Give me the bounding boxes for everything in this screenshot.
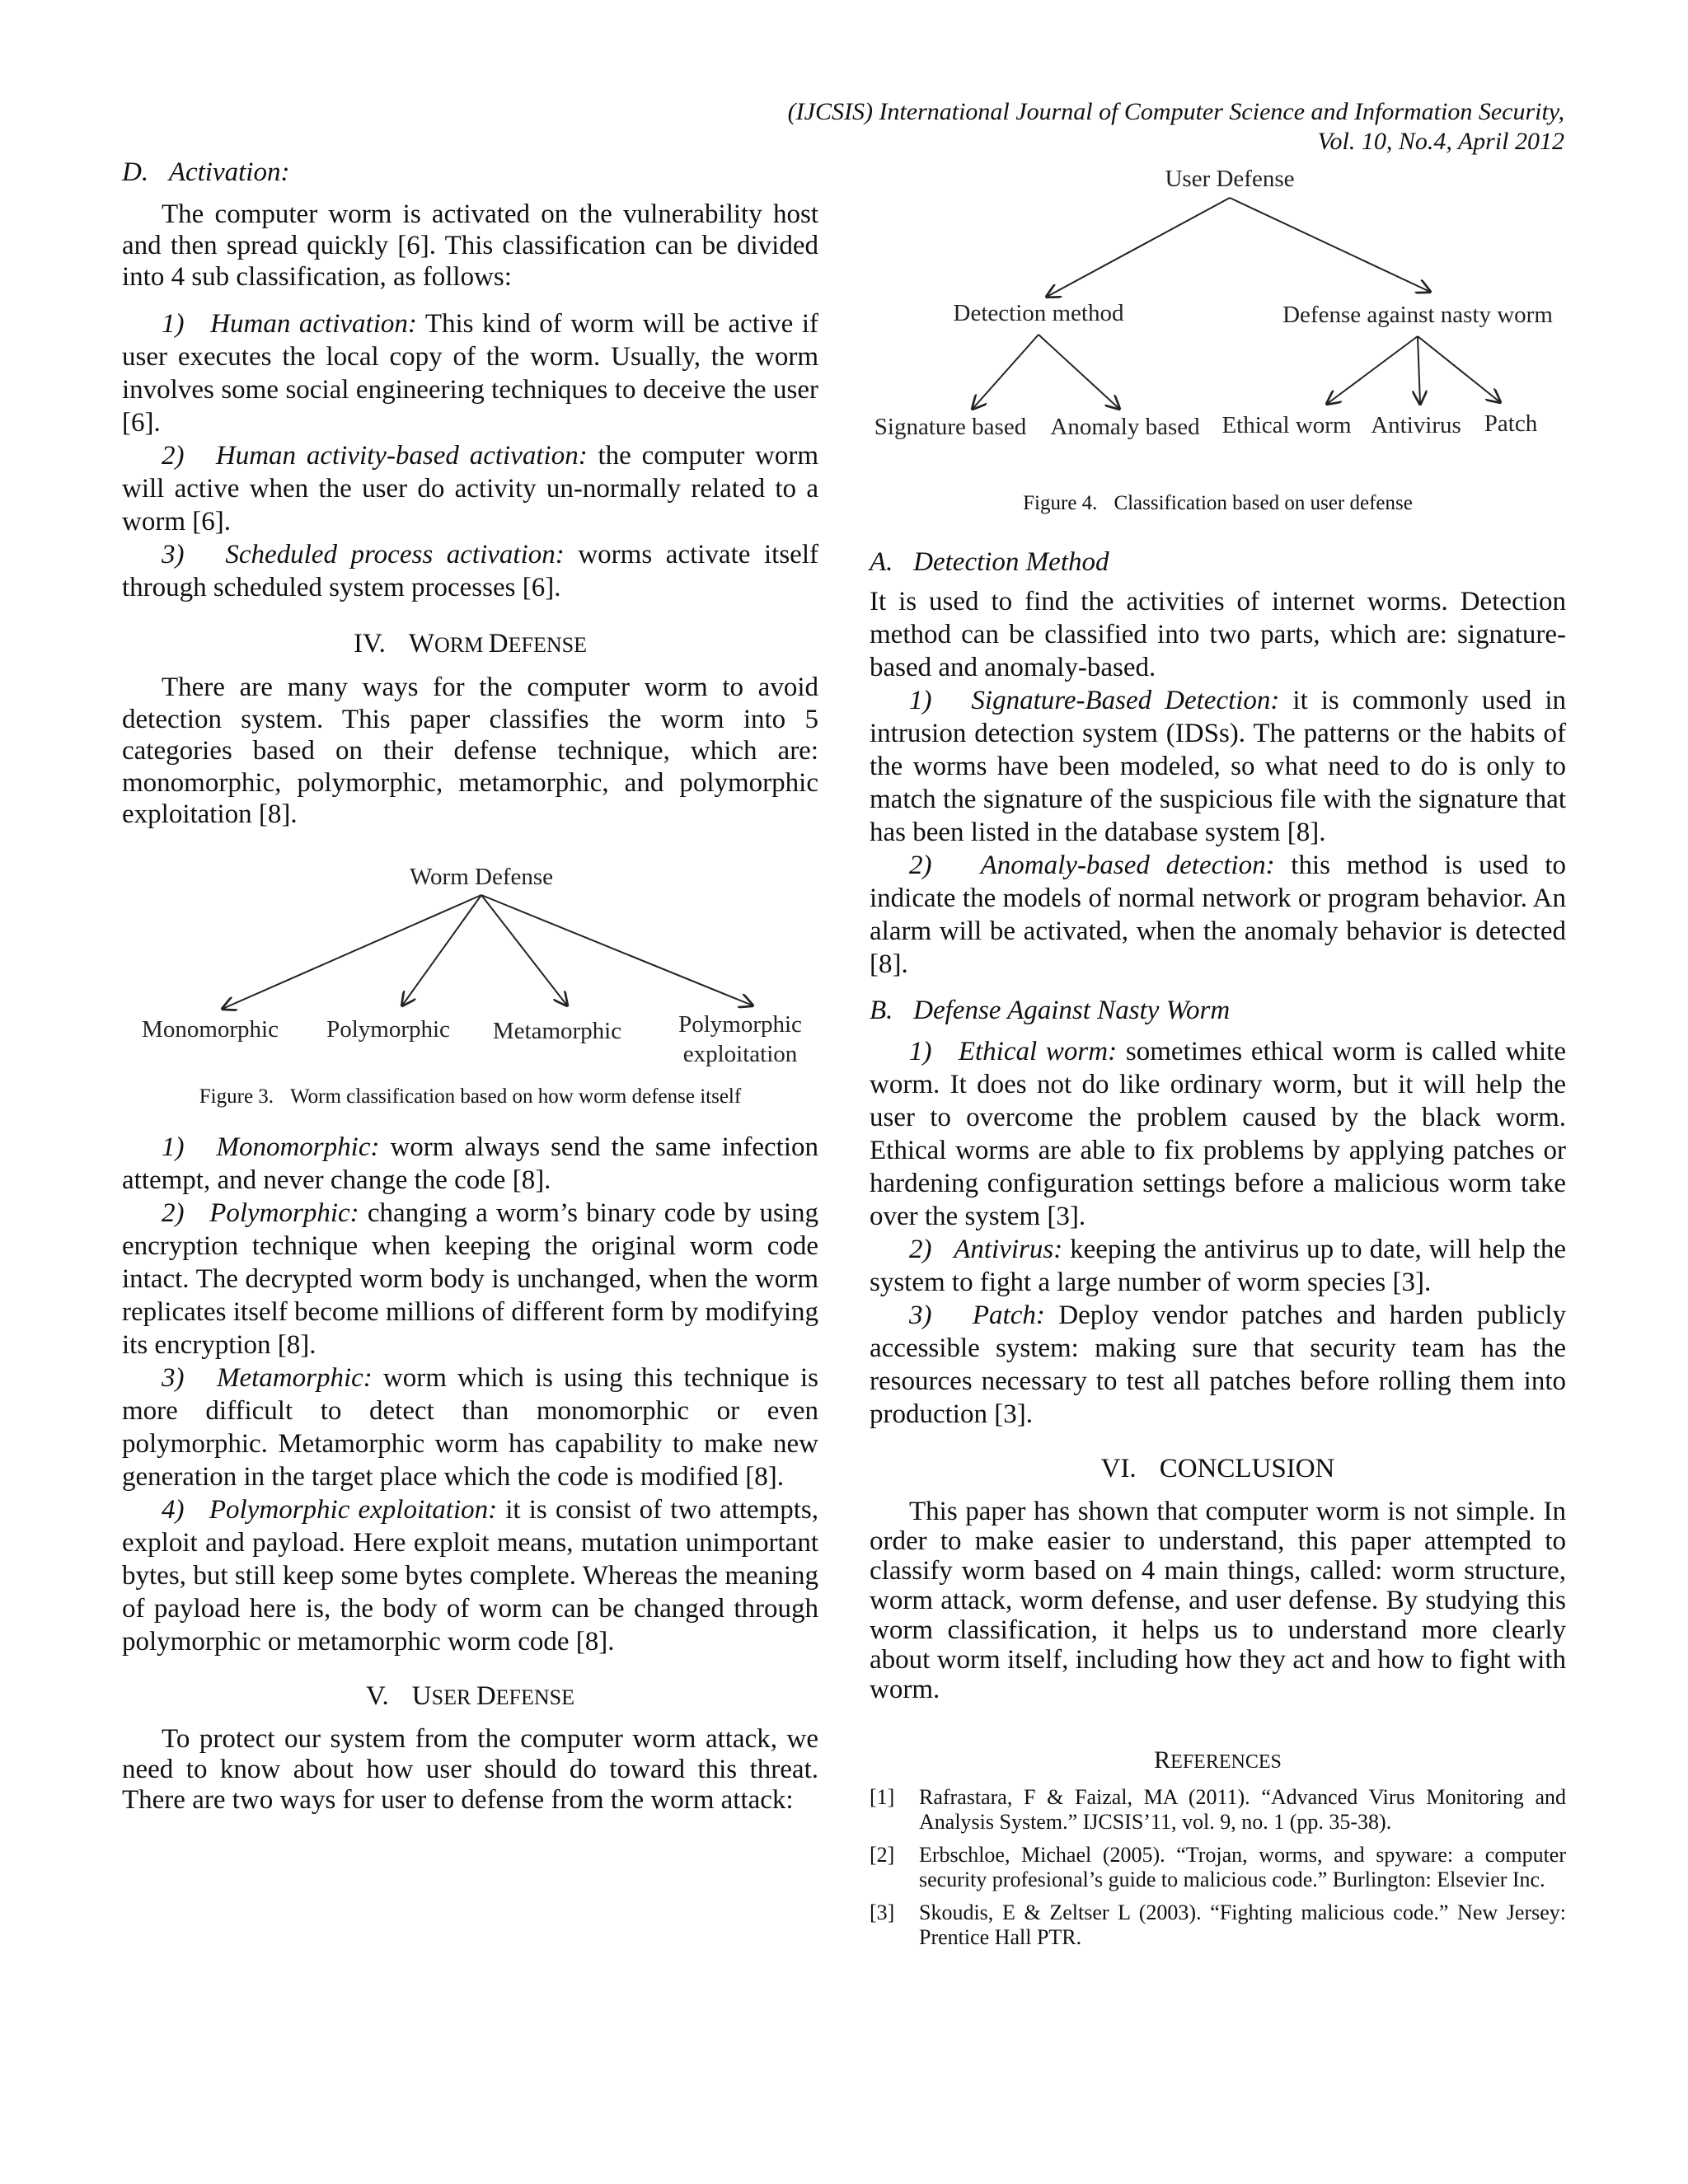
section-6-heading <box>870 1452 1566 1485</box>
fig4-leaf-patch: Patch <box>1484 410 1538 437</box>
item-text: worm always send the same infection attempt, and never change the code [8]. <box>122 1132 818 1195</box>
sc-initial: U <box>411 1680 432 1711</box>
defense-list <box>122 1131 818 1658</box>
left-column <box>122 152 818 1816</box>
item-lead: 3) Scheduled process activation: <box>162 540 565 569</box>
fig4-edge-antivirus <box>1418 336 1420 404</box>
defense-item-4 <box>122 1493 818 1658</box>
reference-item <box>870 1843 1566 1892</box>
section-b-item-3 <box>870 1299 1566 1431</box>
activation-item-1 <box>122 307 818 439</box>
sc-rest: EFENSE <box>508 633 587 657</box>
fig3-leaf-polymorphic-exploitation-line1: Polymorphic <box>678 1010 802 1038</box>
section-4-heading <box>122 627 818 662</box>
section-b-item-1 <box>870 1035 1566 1233</box>
item-text: the computer worm will active when the user do activity un-normally related to a worm [6]. <box>122 441 818 537</box>
reference-number: [3] <box>870 1900 895 1924</box>
item-lead: 1) Monomorphic: <box>162 1132 380 1162</box>
item-lead: 3) Patch: <box>909 1301 1045 1330</box>
fig4-leaf-anomaly-based: Anomaly based <box>1050 414 1200 440</box>
fig4-leaf-ethical-worm: Ethical worm <box>1221 412 1352 438</box>
item-text: it is commonly used in intrusion detection system (IDSs). The patterns or the habits of the worms have been modeled, so what need to do is only to match the signature of the suspicious file with the signature that has been listed in the database system [8]. <box>870 686 1566 847</box>
fig4-edge-patch <box>1418 336 1500 402</box>
fig4-edge-root-right <box>1230 198 1430 292</box>
activation-item-3 <box>122 538 818 604</box>
item-lead: 2) Anomaly-based detection: <box>909 851 1275 880</box>
sc-initial: W <box>408 629 435 658</box>
right-column <box>870 162 1566 1950</box>
fig3-leaf-polymorphic: Polymorphic <box>326 1015 450 1043</box>
fig4-root-label: User Defense <box>1165 166 1295 192</box>
figure-3 <box>122 855 818 1109</box>
fig4-leaf-signature-based: Signature based <box>874 414 1027 440</box>
item-text: sometimes ethical worm is called white worm. It does not do like ordinary worm, but it will help the user to overcome the problem caused by the black worm. Ethical worms are able to fix problems by applying patches or hardening configuration settings before a malicious worm take over the system [3]. <box>870 1037 1566 1231</box>
item-text: This kind of worm will be active if user executes the local copy of the worm. Usually, the worm involves some social engineering techniques to deceive the user [6]. <box>122 309 818 438</box>
reference-number: [2] <box>870 1843 895 1867</box>
fig3-leaf-metamorphic: Metamorphic <box>492 1017 622 1044</box>
defense-item-3 <box>122 1361 818 1493</box>
caption-label: Figure 4. <box>1023 492 1098 514</box>
item-lead: 3) Metamorphic: <box>162 1362 373 1393</box>
caption-text: Classification based on user defense <box>1114 492 1413 514</box>
figure-4-diagram <box>870 162 1566 458</box>
section-b-list <box>870 1035 1566 1431</box>
sc-initial: R <box>1154 1746 1171 1774</box>
sc-rest: SER <box>431 1685 476 1709</box>
defense-item-2 <box>122 1197 818 1361</box>
fig4-edge-ethical <box>1327 336 1418 404</box>
item-lead: 4) Polymorphic exploitation: <box>162 1494 498 1525</box>
item-text: this method is used to indicate the models of normal network or program behavior. An alarm will be activated, when the anomaly behavior is detected [8]. <box>870 851 1566 979</box>
sc-initial: D <box>488 629 509 658</box>
fig3-leaf-polymorphic-exploitation-line2: exploitation <box>682 1040 798 1067</box>
item-lead: 2) Antivirus: <box>909 1235 1063 1264</box>
item-lead: 1) Human activation: <box>162 309 417 339</box>
figure-3-diagram <box>122 855 818 1070</box>
fig3-leaf-monomorphic: Monomorphic <box>142 1015 279 1043</box>
item-text: worms activate itself through scheduled system processes [6]. <box>122 540 818 602</box>
figure-4 <box>870 162 1566 516</box>
section-title: CONCLUSION <box>1159 1454 1335 1483</box>
item-lead: 1) Signature-Based Detection: <box>909 686 1280 715</box>
item-text: worm which is using this technique is more difficult to detect than monomorphic or even polymorphic. Metamorphic worm has capability to make new generation in the target place which the code is modified [8]. <box>122 1362 818 1492</box>
sc-initial: D <box>476 1680 496 1711</box>
activation-intro: The computer worm is activated on the vulnerability host and then spread quickly [6]. This classification can be divided into 4 sub classification, as follows: <box>122 199 818 292</box>
fig4-edge-signature <box>973 335 1039 409</box>
journal-header <box>410 97 1564 157</box>
item-text: it is consist of two attempts, exploit and payload. Here exploit means, mutation unimportant bytes, but still keep some bytes complete. Whereas the meaning of payload here is, the body of worm can be changed through polymorphic or metamorphic worm code [8]. <box>122 1494 818 1657</box>
fig4-leaf-antivirus: Antivirus <box>1371 412 1461 438</box>
journal-header-line2: Vol. 10, No.4, April 2012 <box>1317 128 1564 155</box>
section-a-paragraph: It is used to find the activities of internet worms. Detection method can be classified into two parts, which are: signature-based and anomaly-based. <box>870 587 1566 682</box>
fig3-edge-1 <box>223 895 481 1009</box>
fig3-root-label: Worm Defense <box>409 863 554 890</box>
section-a-item-2 <box>870 849 1566 981</box>
item-lead: 2) Human activity-based activation: <box>162 441 588 471</box>
item-lead: 2) Polymorphic: <box>162 1197 359 1228</box>
item-text: changing a worm’s binary code by using encryption technique when keeping the original worm code intact. The decrypted worm body is unchanged, when the worm replicates itself become millions of different form by modifying its encryption [8]. <box>122 1197 818 1360</box>
activation-item-2 <box>122 439 818 538</box>
activation-list <box>122 307 818 604</box>
item-text: Deploy vendor patches and harden publicly accessible system: making sure that security team has the resources necessary to test all patches before rolling them into production [3]. <box>870 1301 1566 1429</box>
section-b-heading: B. Defense Against Nasty Worm <box>870 996 1231 1025</box>
fig4-edge-root-left <box>1047 198 1230 297</box>
section-a-item-1 <box>870 684 1566 849</box>
caption-text: Worm classification based on how worm defense itself <box>290 1085 742 1108</box>
journal-header-line1: (IJCSIS) International Journal of Computer Science and Information Security, <box>787 98 1564 125</box>
conclusion-paragraph: This paper has shown that computer worm is not simple. In order to make easier to understand, this paper attempted to classify worm based on 4 main things, called: worm structure, worm attack, worm defense, and user defense. By studying this worm classification, it helps us to understand more clearly about worm itself, including how they act and how to fight with worm. <box>870 1497 1566 1704</box>
reference-number: [1] <box>870 1785 895 1809</box>
activation-heading: D. Activation: <box>122 157 290 187</box>
item-text: keeping the antivirus up to date, will help the system to fight a large number of worm species [3]. <box>870 1235 1566 1297</box>
defense-item-1 <box>122 1131 818 1197</box>
reference-text: Erbschloe, Michael (2005). “Trojan, worms, and spyware: a computer security profesional’s guide to malicious code.” Burlington: Elsevier Inc. <box>919 1843 1566 1891</box>
references-heading <box>870 1746 1566 1777</box>
section-number: IV. <box>354 629 386 658</box>
fig4-edge-anomaly <box>1039 335 1119 409</box>
figure-4-caption <box>870 491 1566 516</box>
reference-text: Rafrastara, F & Faizal, MA (2011). “Advanced Virus Monitoring and Analysis System.” IJCSIS’11, vol. 9, no. 1 (pp. 35-38). <box>919 1785 1566 1834</box>
sc-rest: EFERENCES <box>1170 1751 1282 1773</box>
section-number: V. <box>365 1680 389 1711</box>
section-b-item-2 <box>870 1233 1566 1299</box>
reference-item <box>870 1900 1566 1950</box>
reference-item <box>870 1785 1566 1835</box>
reference-text: Skoudis, E & Zeltser L (2003). “Fighting malicious code.” New Jersey: Prentice Hall PTR. <box>919 1900 1566 1949</box>
item-lead: 1) Ethical worm: <box>909 1037 1118 1066</box>
section-5-paragraph: To protect our system from the computer worm attack, we need to know about how user should do toward this threat. There are two ways for user to defense from the worm attack: <box>122 1723 818 1815</box>
figure-3-caption <box>122 1085 818 1109</box>
caption-label: Figure 3. <box>199 1085 274 1108</box>
sc-rest: ORM <box>434 633 489 657</box>
section-4-paragraph: There are many ways for the computer worm to avoid detection system. This paper classifies the worm into 5 categories based on their defense technique, which are: monomorphic, polymorphic, metamorphic, and polymorphic exploitation [8]. <box>122 673 818 829</box>
section-a-heading: A. Detection Method <box>870 547 1109 577</box>
sc-rest: EFENSE <box>495 1685 575 1709</box>
references-list <box>870 1785 1566 1950</box>
section-number: VI. <box>1100 1454 1137 1483</box>
fig4-defense-against-nasty-worm: Defense against nasty worm <box>1282 302 1553 328</box>
fig4-detection-method: Detection method <box>953 300 1124 326</box>
section-5-heading <box>122 1680 818 1714</box>
fig3-edge-4 <box>481 895 753 1005</box>
